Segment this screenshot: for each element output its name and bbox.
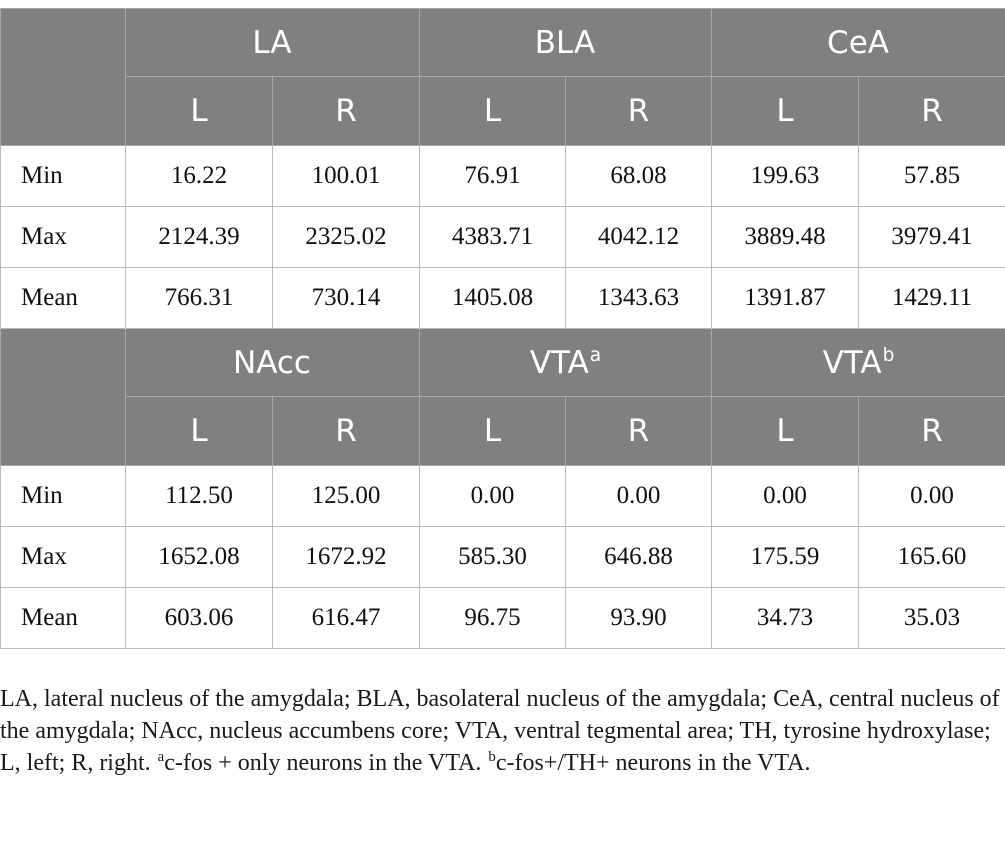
table-row	[1, 207, 1005, 268]
table-cell: 175.59	[712, 527, 859, 588]
side-header-cell: L	[126, 397, 273, 466]
table-cell: 100.01	[273, 146, 420, 207]
table-cell: 1652.08	[126, 527, 273, 588]
side-header-cell: L	[420, 77, 566, 146]
table-cell: 57.85	[859, 146, 1005, 207]
table-cell: 730.14	[273, 268, 420, 329]
table-cell: 616.47	[273, 588, 420, 649]
region-header-bla: BLA	[420, 9, 712, 77]
side-header-cell: R	[566, 77, 712, 146]
table-cell: 35.03	[859, 588, 1005, 649]
table-cell: 3889.48	[712, 207, 859, 268]
side-header-cell: R	[273, 397, 420, 466]
row-label: Max	[1, 207, 126, 268]
row-label: Mean	[1, 268, 126, 329]
table-cell: 1672.92	[273, 527, 420, 588]
corner-cell	[1, 329, 126, 466]
region-header-row	[1, 9, 1005, 77]
table-cell: 0.00	[712, 466, 859, 527]
region-header-cea: CeA	[712, 9, 1005, 77]
table-cell: 1405.08	[420, 268, 566, 329]
table-cell: 34.73	[712, 588, 859, 649]
table-row	[1, 146, 1005, 207]
side-header-cell: R	[273, 77, 420, 146]
table-footnote	[0, 683, 1005, 779]
side-header-cell: L	[712, 397, 859, 466]
table-cell: 199.63	[712, 146, 859, 207]
table-cell: 603.06	[126, 588, 273, 649]
table-row	[1, 527, 1005, 588]
row-label: Min	[1, 146, 126, 207]
side-header-cell: R	[859, 77, 1005, 146]
table-row	[1, 588, 1005, 649]
table-cell: 2325.02	[273, 207, 420, 268]
side-header-cell: L	[420, 397, 566, 466]
side-header-cell: R	[566, 397, 712, 466]
table-row	[1, 268, 1005, 329]
table-cell: 585.30	[420, 527, 566, 588]
table-cell: 1391.87	[712, 268, 859, 329]
row-label: Min	[1, 466, 126, 527]
side-header-cell: R	[859, 397, 1005, 466]
table-cell: 0.00	[859, 466, 1005, 527]
table-cell: 76.91	[420, 146, 566, 207]
side-header-row	[1, 397, 1005, 466]
region-header-nacc: NAcc	[126, 329, 420, 397]
table-cell: 646.88	[566, 527, 712, 588]
footnote-marker-b: b	[488, 749, 496, 765]
table-cell: 16.22	[126, 146, 273, 207]
table-cell: 93.90	[566, 588, 712, 649]
footnote-b-text: c-fos+/TH+ neurons in the VTA.	[495, 750, 811, 776]
table-cell: 0.00	[420, 466, 566, 527]
side-header-cell: L	[712, 77, 859, 146]
table-cell: 165.60	[859, 527, 1005, 588]
table-cell: 68.08	[566, 146, 712, 207]
region-header-vta-a: VTA$^a$	[420, 329, 712, 397]
table-cell: 3979.41	[859, 207, 1005, 268]
table-cell: 766.31	[126, 268, 273, 329]
table-row	[1, 466, 1005, 527]
table-cell: 125.00	[273, 466, 420, 527]
table-cell: 112.50	[126, 466, 273, 527]
table-cell: 4383.71	[420, 207, 566, 268]
footnote-abbreviations: LA, lateral nucleus of the amygdala; BLA, basolateral nucleus of the amygdala; CeA, central nucleus of the amygdala; NAcc, nucleus accumbens core; VTA, ventral tegmental area; TH, tyrosine hydroxylase; L, left; R, right.	[0, 686, 1000, 776]
table-cell: 4042.12	[566, 207, 712, 268]
footnote-marker-a: a	[157, 749, 165, 765]
side-header-row	[1, 77, 1005, 146]
footnote-a-text: c-fos + only neurons in the VTA.	[164, 750, 488, 776]
region-header-la: LA	[126, 9, 420, 77]
row-label: Max	[1, 527, 126, 588]
table-cell: 0.00	[566, 466, 712, 527]
side-header-cell: L	[126, 77, 273, 146]
region-header-row	[1, 329, 1005, 397]
table-cell: 2124.39	[126, 207, 273, 268]
table-cell: 96.75	[420, 588, 566, 649]
table-cell: 1429.11	[859, 268, 1005, 329]
data-table	[0, 8, 1005, 649]
corner-cell	[1, 9, 126, 146]
table-cell: 1343.63	[566, 268, 712, 329]
row-label: Mean	[1, 588, 126, 649]
region-header-vta-b: VTA$^b$	[712, 329, 1005, 397]
